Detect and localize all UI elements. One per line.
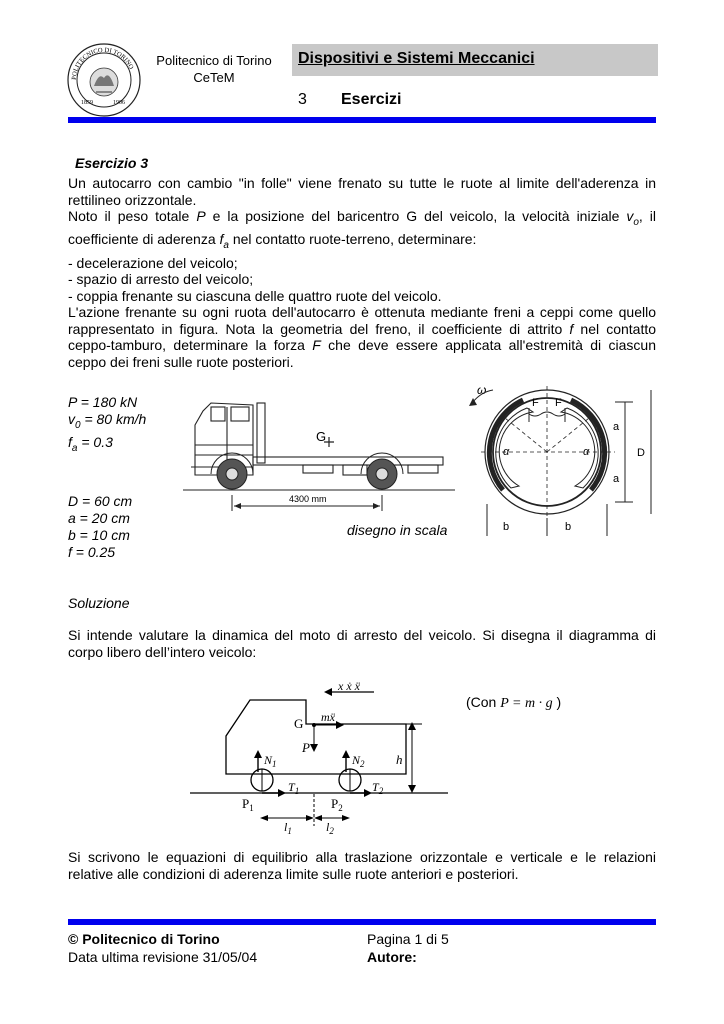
- svg-text:1906: 1906: [113, 100, 125, 106]
- statement-line-1: Un autocarro con cambio "in folle" viene frenato su tutte le ruote al limite dell'aderenza in rettilineo orizzontale.: [68, 175, 656, 208]
- chapter-number: 3: [298, 91, 307, 108]
- alpha-right: α: [583, 446, 590, 458]
- alpha-left: α: [503, 446, 510, 458]
- dim-a-bottom: a: [613, 473, 620, 485]
- param-velocity: $v_0 = 80$ km/h: [68, 411, 147, 431]
- param-adhesion: $f_a = 0.3$: [68, 433, 113, 454]
- exercise-statement: [68, 175, 656, 370]
- friction-t1: $T_1$: [288, 780, 300, 796]
- drum-brake-drawing: [455, 378, 665, 540]
- fbd-cog: G: [294, 716, 304, 731]
- vehicle-params: [68, 394, 146, 457]
- dim-a-top: a: [613, 421, 620, 433]
- free-body-diagram: [190, 676, 450, 836]
- center-name: CeTeM: [193, 70, 235, 85]
- cog-height: h: [396, 752, 403, 767]
- dim-b-right: b: [565, 521, 572, 533]
- length-l1: $l_1$: [284, 820, 292, 836]
- institution-block: [140, 52, 288, 86]
- weight-force: P: [302, 740, 310, 755]
- footer-author: Autore:: [367, 949, 417, 965]
- solution-intro: Si intende valutare la dinamica del moto di arresto del veicolo. Si disegna il diagramma di corpo libero dell’intero veicolo:: [68, 627, 656, 660]
- scale-note: disegno in scala: [347, 522, 448, 538]
- solution-outro: Si scrivono le equazioni di equilibrio alla traslazione orizzontale e verticale e le relazioni relative alle condizioni di aderenza limite sulle ruote anteriori e posteriori.: [68, 849, 656, 882]
- brake-params: [68, 493, 132, 561]
- contact-p2: $P_2$: [331, 796, 343, 813]
- length-l2: $l_2$: [326, 820, 334, 836]
- svg-text:POLITECNICO DI TORINO: POLITECNICO DI TORINO: [70, 46, 135, 81]
- task-item: - decelerazione del veicolo;: [68, 254, 238, 271]
- weight-definition-note: (Con P = m · g ): [466, 694, 562, 711]
- footer-revision: Data ultima revisione 31/05/04: [68, 949, 258, 965]
- motion-coords: x ẋ ẍ: [338, 679, 360, 693]
- param-weight: P = 180 kN: [68, 394, 138, 410]
- normal-n2: $N_2$: [352, 753, 365, 769]
- institution-name: Politecnico di Torino: [156, 53, 272, 68]
- footer-rule: [68, 919, 656, 925]
- normal-n1: $N_1$: [264, 753, 277, 769]
- statement-line-2: Noto il peso totale P e la posizione del baricentro G del veicolo, la velocità iniziale $v_o$, il coefficiente di aderenza $f_a$ nel contatto ruote-terreno, determinare:: [68, 208, 657, 252]
- footer-copyright: © Politecnico di Torino: [68, 931, 220, 947]
- solution-heading: Soluzione: [68, 595, 130, 611]
- param-a: a = 20 cm: [68, 510, 130, 526]
- force-f-left: F: [532, 397, 539, 409]
- friction-t2: $T_2$: [372, 780, 384, 796]
- statement-line-3: L'azione frenante su ogni ruota dell'autocarro è ottenuta mediante freni a ceppi come quello rappresentato in figura. Nota la geometria del freno, il coefficiente di attrito f nel contatto ceppo-tamburo, determinare la forza F che deve essere applicata all'estremità di ciascun ceppo dei freni sulle ruote posteriori.: [68, 304, 657, 370]
- politecnico-seal-logo: [66, 42, 142, 118]
- course-title: Dispositivi e Sistemi Meccanici: [298, 50, 535, 67]
- task-item: - spazio di arresto del veicolo;: [68, 271, 254, 288]
- wheelbase-label: 4300 mm: [289, 494, 327, 504]
- contact-p1: $P_1$: [242, 796, 254, 813]
- truck-drawing: [183, 385, 455, 517]
- task-item: - coppia frenante su ciascuna delle quattro ruote del veicolo.: [68, 287, 442, 304]
- param-diameter: D = 60 cm: [68, 493, 133, 509]
- inertia-force: mẍ: [321, 710, 335, 724]
- dim-b-left: b: [503, 521, 510, 533]
- exercise-heading: Esercizio 3: [75, 155, 149, 171]
- param-b: b = 10 cm: [68, 527, 130, 543]
- force-f-right: F: [555, 397, 562, 409]
- omega-label: ω: [477, 383, 487, 397]
- svg-text:1859: 1859: [81, 100, 93, 106]
- param-friction: f = 0.25: [68, 544, 116, 560]
- course-title-bar: [292, 44, 658, 76]
- header-rule: [68, 117, 656, 123]
- footer-page: Pagina 1 di 5: [367, 931, 449, 947]
- chapter-title: Esercizi: [341, 91, 402, 108]
- dim-diameter: D: [637, 447, 645, 459]
- cog-label: G: [316, 429, 327, 444]
